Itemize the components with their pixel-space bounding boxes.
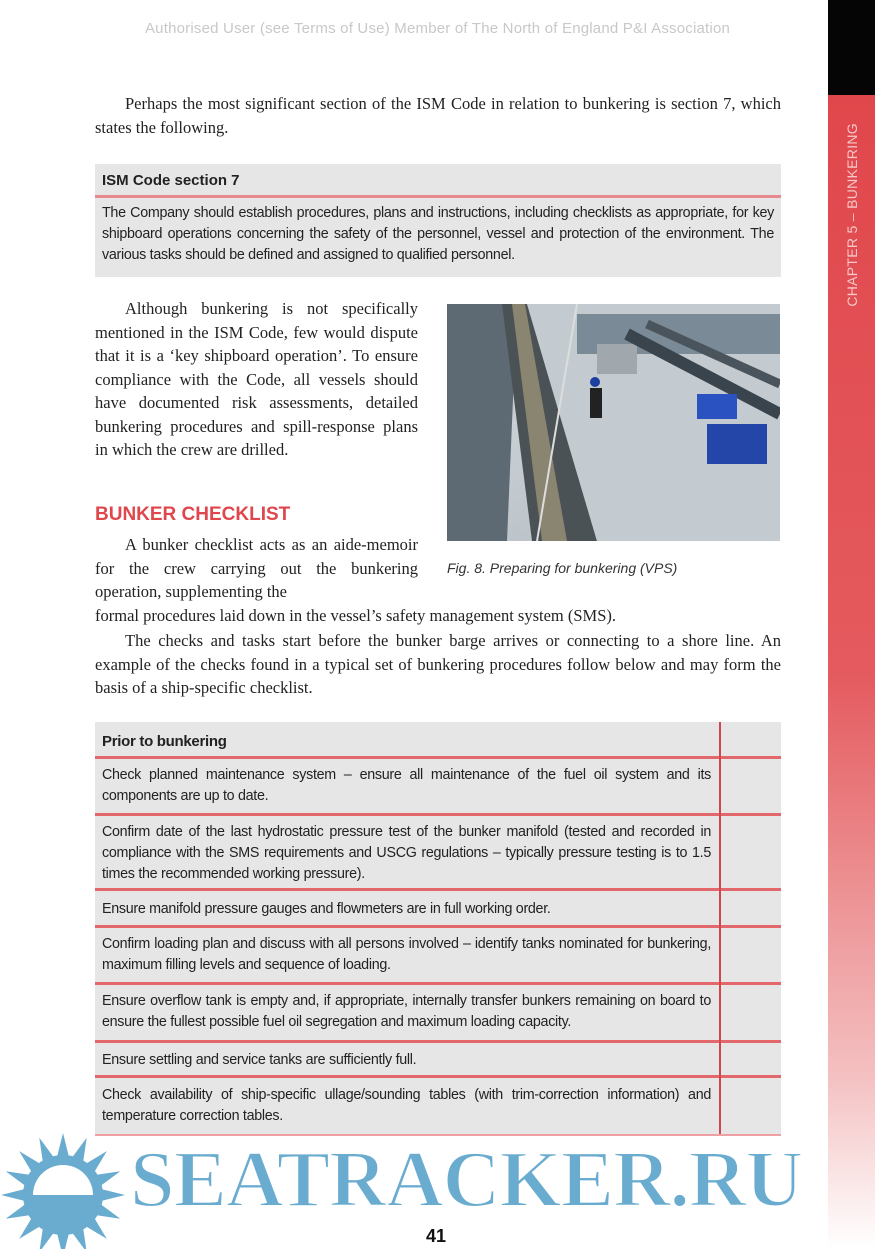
- intro-paragraph: Perhaps the most significant section of the ISM Code in relation to bunkering is section 7, which states the following.: [95, 94, 781, 137]
- paragraph-4: The checks and tasks start before the bunker barge arrives or connecting to a shore line. An example of the checks found in a typical set of bunkering procedures follow below and may form the basis of a ship-specific checklist.: [95, 631, 781, 697]
- column-divider: [719, 722, 721, 1134]
- table-row: Ensure overflow tank is empty and, if appropriate, internally transfer bunkers remaining on board to ensure the fullest possible fuel oil segregation and maximum loading capacity.: [95, 985, 781, 1043]
- page-header: Authorised User (see Terms of Use) Member of The North of England P&I Association: [144, 20, 731, 37]
- table-row: Check planned maintenance system – ensure all maintenance of the fuel oil system and its components are up to date.: [95, 759, 781, 816]
- ism-box-title: ISM Code section 7: [95, 164, 781, 198]
- table-header: Prior to bunkering: [95, 722, 781, 759]
- table-row: Ensure settling and service tanks are sufficiently full.: [95, 1043, 781, 1078]
- page-number: 41: [426, 1226, 447, 1246]
- bunkering-photo: [447, 304, 780, 541]
- watermark: SEATRACKER.RU: [130, 1136, 803, 1224]
- paragraph-2: Although bunkering is not specifically mentioned in the ISM Code, few would dispute that it is a ‘key shipboard operation’. To ensure compliance with the Code, all vessels should have documented risk assessments, detailed bunkering procedures and spill-response plans in which the crew are drilled.: [95, 299, 418, 459]
- table-row: Ensure manifold pressure gauges and flowmeters are in full working order.: [95, 891, 781, 928]
- chapter-tab-top: [828, 0, 875, 95]
- checklist-table: [95, 722, 781, 1134]
- chapter-label: CHAPTER 5 – BUNKERING: [843, 123, 860, 307]
- table-row: Confirm date of the last hydrostatic pressure test of the bunker manifold (tested and recorded in compliance with the SMS requirements and USCG regulations – typically pressure testing is to 1.5 times the recommended working pressure).: [95, 816, 781, 891]
- ism-box-text: The Company should establish procedures, plans and instructions, including checklists as appropriate, for key shipboard operations concerning the safety of the personnel, vessel and protection of the environment. The various tasks should be defined and assigned to qualified personnel.: [102, 205, 774, 263]
- paragraph-3b: formal procedures laid down in the vessel’s safety management system (SMS).: [95, 606, 617, 625]
- sun-logo-icon: [0, 1120, 130, 1249]
- table-row: Confirm loading plan and discuss with all persons involved – identify tanks nominated for bunkering, maximum filling levels and sequence of loading.: [95, 928, 781, 985]
- section-heading: BUNKER CHECKLIST: [95, 504, 291, 525]
- table-row: Check availability of ship-specific ullage/sounding tables (with trim-correction information) and temperature correction tables.: [102, 1087, 711, 1124]
- paragraph-3a: A bunker checklist acts as an aide-memoir for the crew carrying out the bunkering operation, supplementing the: [95, 535, 418, 601]
- ism-code-box: [95, 164, 781, 277]
- figure-caption: Fig. 8. Preparing for bunkering (VPS): [447, 560, 678, 576]
